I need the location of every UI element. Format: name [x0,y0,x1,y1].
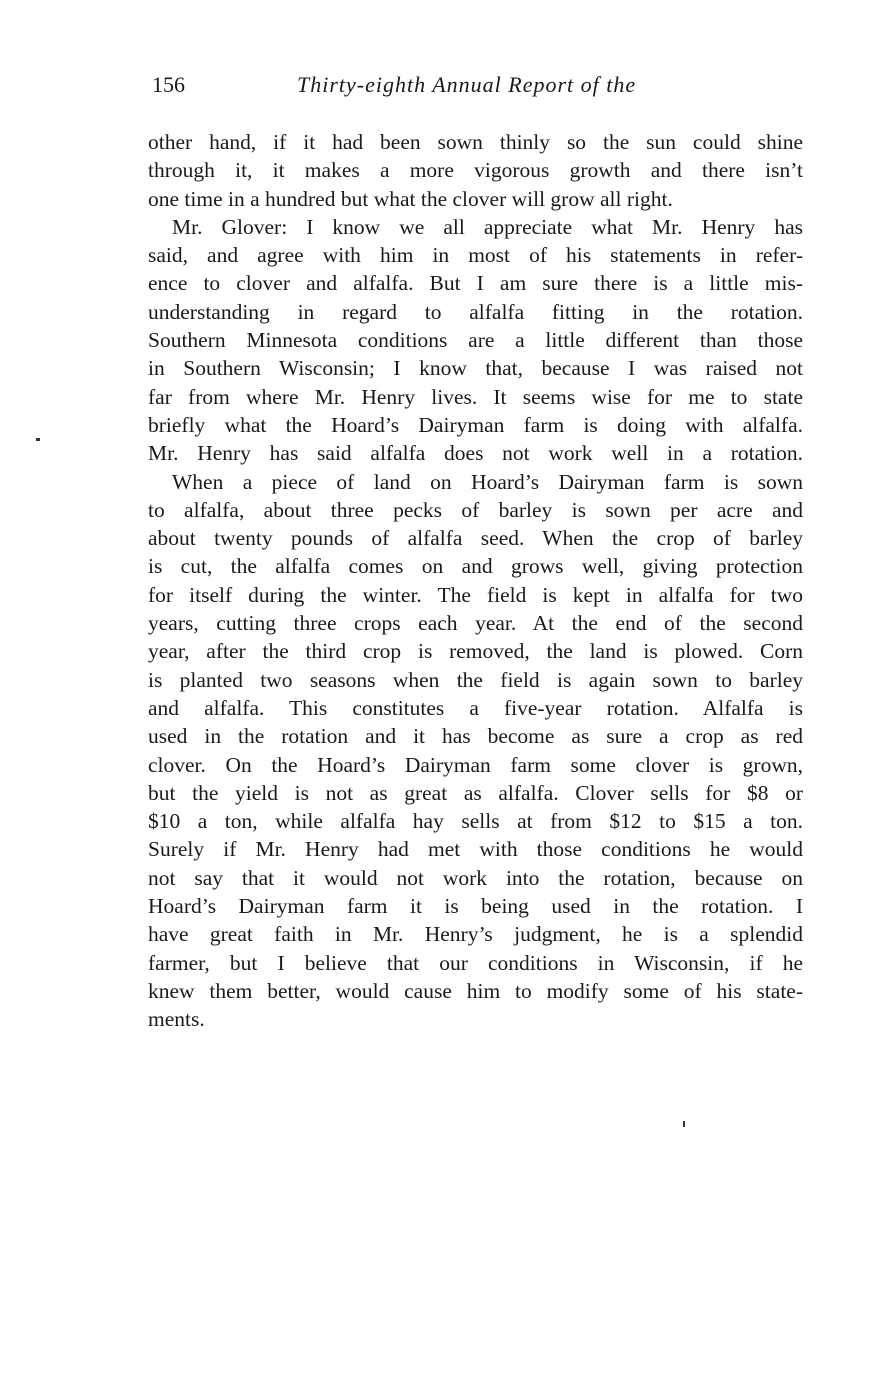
text-line: have great faith in Mr. Henry’s judgment, he is a splendid [148,922,803,947]
text-line: and alfalfa. This constitutes a five-year rotation. Alfalfa is [148,695,803,720]
page-number: 156 [152,72,185,97]
text-line: is cut, the alfalfa comes on and grows well, giving protection [148,554,803,579]
text-line: not say that it would not work into the rotation, because on [148,865,803,890]
text-line: about twenty pounds of alfalfa seed. When the crop of barley [148,526,803,551]
scan-speck [683,1121,685,1127]
text-line: used in the rotation and it has become as sure a crop as red [148,724,803,749]
text-line: Southern Minnesota conditions are a little different than those [148,328,803,353]
text-line: said, and agree with him in most of his statements in refer- [148,243,803,268]
text-line: Hoard’s Dairyman farm it is being used in the rotation. I [148,894,803,919]
text-line: ments. [148,1007,205,1032]
text-line: When a piece of land on Hoard’s Dairyman farm is sown [172,469,803,494]
scan-speck [36,438,40,441]
text-line: in Southern Wisconsin; I know that, because I was raised not [148,356,803,381]
running-title: Thirty-eighth Annual Report of the [297,72,637,97]
text-line: for itself during the winter. The field is kept in alfalfa for two [148,582,803,607]
text-line: to alfalfa, about three pecks of barley is sown per acre and [148,497,803,522]
text-line: knew them better, would cause him to modify some of his state- [148,978,803,1003]
text-line: understanding in regard to alfalfa fitting in the rotation. [148,299,803,324]
text-line: clover. On the Hoard’s Dairyman farm some clover is grown, [148,752,803,777]
text-line: farmer, but I believe that our conditions in Wisconsin, if he [148,950,803,975]
text-line: Mr. Henry has said alfalfa does not work well in a rotation. [148,441,803,466]
text-line: Mr. Glover: I know we all appreciate what Mr. Henry has [172,214,803,239]
text-line: years, cutting three crops each year. At the end of the second [148,611,803,636]
text-line: year, after the third crop is removed, the land is plowed. Corn [148,639,803,664]
text-line: Surely if Mr. Henry had met with those conditions he would [148,837,803,862]
text-line: is planted two seasons when the field is again sown to barley [148,667,803,692]
page-header [152,72,802,104]
text-line: one time in a hundred but what the clover will grow all right. [148,186,673,211]
text-line: ence to clover and alfalfa. But I am sure there is a little mis- [148,271,803,296]
text-line: other hand, if it had been sown thinly so the sun could shine [148,130,803,154]
text-line: but the yield is not as great as alfalfa. Clover sells for $8 or [148,780,803,805]
text-line: $10 a ton, while alfalfa hay sells at from $12 to $15 a ton. [148,809,803,834]
body-text [148,128,803,1034]
text-line: through it, it makes a more vigorous growth and there isn’t [148,158,803,183]
text-line: briefly what the Hoard’s Dairyman farm is doing with alfalfa. [148,412,803,437]
text-line: far from where Mr. Henry lives. It seems wise for me to state [148,384,803,409]
